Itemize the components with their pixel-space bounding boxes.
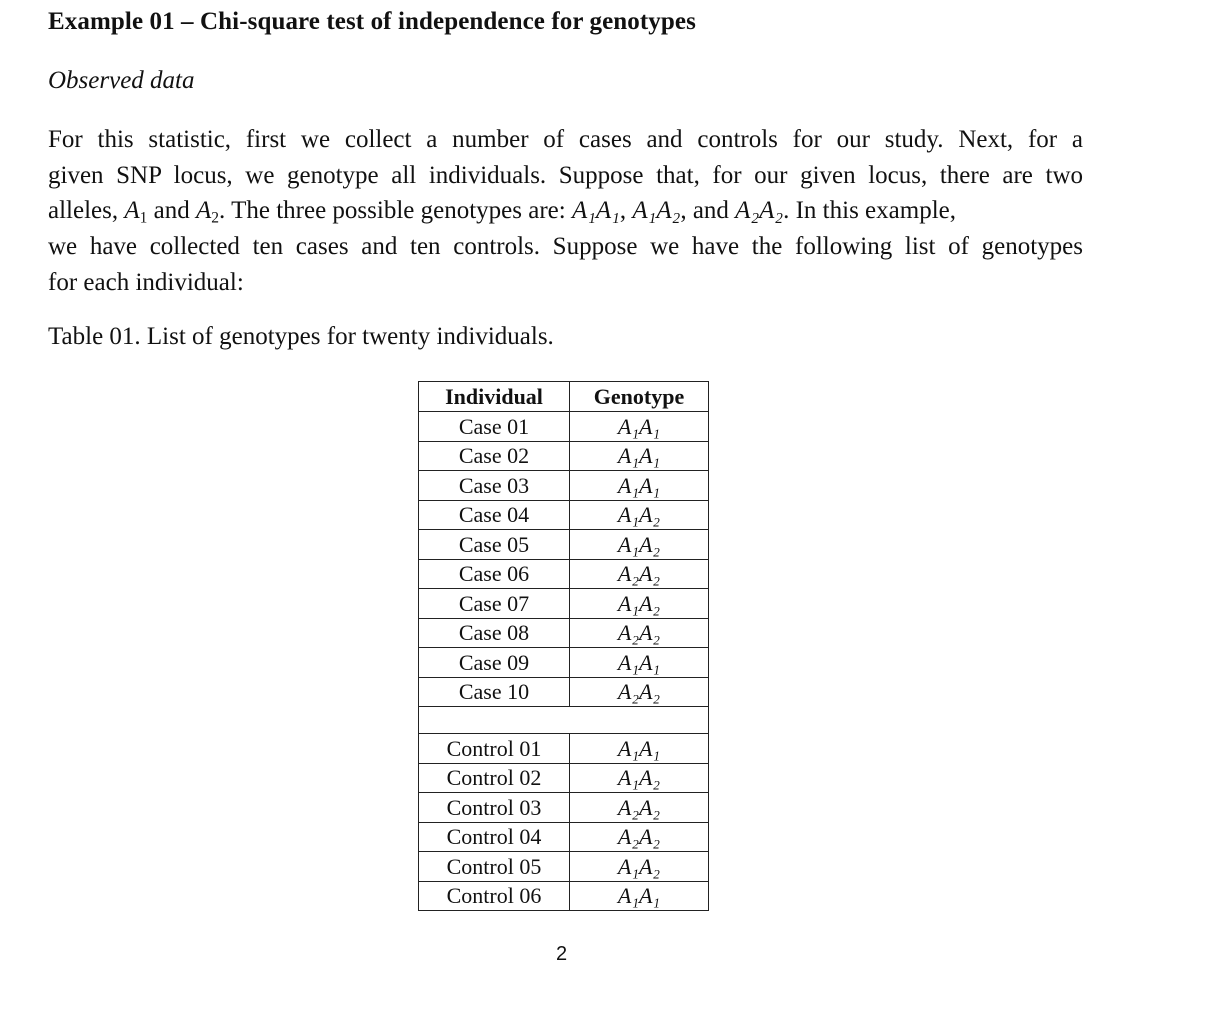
table-caption: Table 01. List of genotypes for twenty individuals. (48, 323, 554, 350)
genotype-value: A₁A₂ (617, 853, 661, 879)
column-header-genotype: Genotype (570, 382, 709, 412)
paragraph-line-3: alleles, $A_1$ and $A_2$. The three possible genotypes are: A₁A₁, A₁A₂, and A₂A₂. In this example, (48, 197, 956, 227)
table-row (419, 822, 709, 852)
table-row (419, 793, 709, 823)
section-subtitle: Observed data (48, 67, 195, 94)
table-row (419, 559, 709, 589)
table-row (419, 648, 709, 678)
genotype-formula: A₁A₁ (571, 197, 620, 225)
individual-cell: Control 03 (419, 793, 570, 823)
genotype-cell (570, 677, 709, 707)
genotype-cell (570, 852, 709, 882)
individual-cell: Case 08 (419, 618, 570, 648)
genotype-cell (570, 412, 709, 442)
genotype-value: A₁A₂ (617, 590, 661, 616)
allele-letter: A (196, 197, 212, 225)
table-row (419, 500, 709, 530)
genotype-value: A₁A₂ (617, 531, 661, 557)
individual-cell: Control 01 (419, 734, 570, 764)
genotype-value: A₂A₂ (617, 561, 661, 587)
table-body (419, 412, 709, 911)
individual-cell: Case 04 (419, 500, 570, 530)
text-fragment: , and (680, 197, 736, 225)
table-header-row (419, 382, 709, 412)
table-spacer-row (419, 707, 709, 734)
table-row (419, 618, 709, 648)
individual-cell: Case 06 (419, 559, 570, 589)
genotype-value: A₁A₁ (617, 735, 661, 761)
genotype-value: A₁A₁ (617, 649, 661, 675)
genotype-cell (570, 471, 709, 501)
text-fragment: alleles, (48, 197, 125, 225)
genotype-value: A₁A₁ (617, 413, 661, 439)
genotype-cell (570, 763, 709, 793)
genotype-value: A₂A₂ (617, 794, 661, 820)
individual-cell: Case 10 (419, 677, 570, 707)
genotype-formula: A₂A₂ (735, 197, 784, 225)
individual-cell: Case 01 (419, 412, 570, 442)
spacer-cell (419, 707, 709, 734)
genotype-cell (570, 822, 709, 852)
genotype-value: A₂A₂ (617, 824, 661, 850)
genotype-value: A₁A₁ (617, 883, 661, 909)
genotype-cell (570, 618, 709, 648)
allele-a2 (196, 197, 220, 227)
page-number: 2 (556, 943, 568, 965)
table-row (419, 734, 709, 764)
genotype-cell (570, 793, 709, 823)
text-fragment: . In this example, (783, 197, 956, 225)
individual-cell: Control 05 (419, 852, 570, 882)
paragraph-line-2: given SNP locus, we genotype all individuals. Suppose that, for our given locus, there are two (48, 161, 1083, 189)
individual-cell: Case 03 (419, 471, 570, 501)
individual-cell: Case 02 (419, 441, 570, 471)
page-title: Example 01 – Chi-square test of independence for genotypes (48, 8, 696, 35)
table-row (419, 677, 709, 707)
allele-a1 (124, 197, 148, 227)
genotype-value: A₁A₁ (617, 472, 661, 498)
paragraph-line-4: we have collected ten cases and ten controls. Suppose we have the following list of genotypes (48, 233, 1083, 261)
paragraph-line-5: for each individual: (48, 268, 244, 296)
genotype-cell (570, 648, 709, 678)
genotype-cell (570, 441, 709, 471)
individual-cell: Control 04 (419, 822, 570, 852)
individual-cell: Case 09 (419, 648, 570, 678)
individual-cell: Case 05 (419, 530, 570, 560)
genotype-value: A₁A₁ (617, 443, 661, 469)
genotype-formula: A₁A₂ (632, 197, 681, 225)
text-fragment: . The three possible genotypes are: (219, 197, 572, 225)
genotype-cell (570, 530, 709, 560)
paragraph-line-1: For this statistic, first we collect a number of cases and controls for our study. Next, for a (48, 126, 1083, 153)
genotype-value: A₁A₂ (617, 765, 661, 791)
body-paragraph (48, 122, 1083, 301)
table-row (419, 530, 709, 560)
table-row (419, 852, 709, 882)
genotype-cell (570, 589, 709, 619)
genotype-cell (570, 500, 709, 530)
individual-cell: Control 06 (419, 881, 570, 911)
genotype-table (418, 381, 709, 911)
column-header-individual: Individual (419, 382, 570, 412)
allele-subscript: 1 (139, 209, 148, 227)
text-fragment: and (147, 197, 196, 225)
allele-letter: A (124, 197, 140, 225)
table-row (419, 763, 709, 793)
individual-cell: Control 02 (419, 763, 570, 793)
genotype-value: A₁A₂ (617, 502, 661, 528)
genotype-cell (570, 881, 709, 911)
genotype-value: A₂A₂ (617, 679, 661, 705)
genotype-value: A₂A₂ (617, 620, 661, 646)
table-row (419, 589, 709, 619)
allele-subscript: 2 (211, 209, 220, 227)
genotype-cell (570, 734, 709, 764)
table-row (419, 881, 709, 911)
table-row (419, 441, 709, 471)
table-row (419, 412, 709, 442)
individual-cell: Case 07 (419, 589, 570, 619)
table-row (419, 471, 709, 501)
genotype-cell (570, 559, 709, 589)
